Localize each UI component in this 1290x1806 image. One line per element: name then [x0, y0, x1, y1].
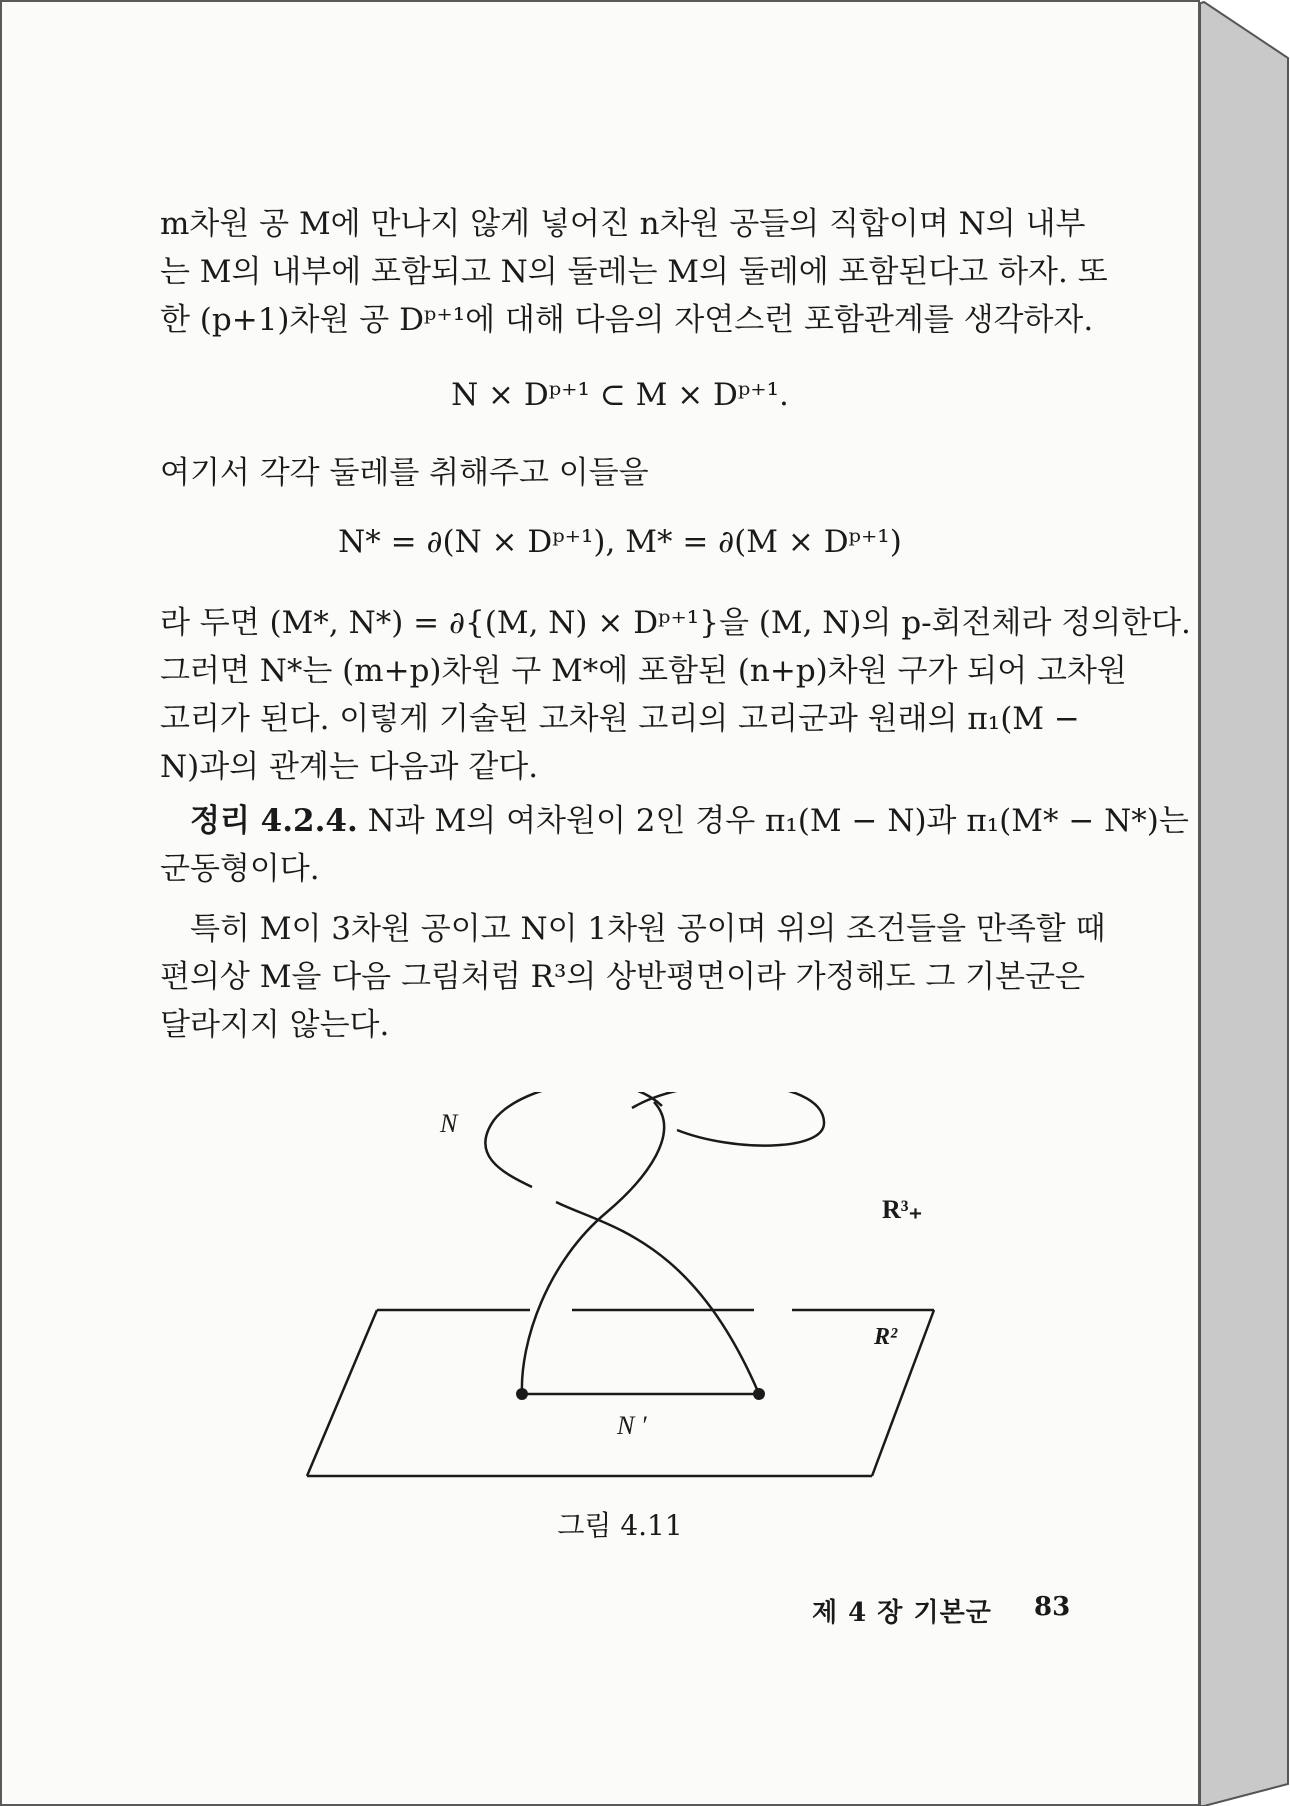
equation-boundary: N* = ∂(N × Dᵖ⁺¹), M* = ∂(M × Dᵖ⁺¹)	[338, 524, 902, 560]
figure-caption: 그림 4.11	[557, 1509, 683, 1542]
text-line: m차원 공 M에 만나지 않게 넣어진 n차원 공들의 직합이며 N의 내부	[160, 206, 1086, 242]
knot-figure	[262, 1092, 962, 1502]
label-r3-plus: R³₊	[882, 1195, 923, 1224]
theorem-label: 정리 4.2.4.	[190, 803, 358, 839]
paragraph-boundary: 여기서 각각 둘레를 취해주고 이들을	[160, 455, 649, 491]
plane-edge	[307, 1310, 377, 1476]
text-line: 편의상 M을 다음 그림처럼 R³의 상반평면이라 가정해도 그 기본군은	[160, 959, 1085, 995]
label-n-prime: N ′	[617, 1411, 647, 1440]
equation-inclusion: N × Dᵖ⁺¹ ⊂ M × Dᵖ⁺¹.	[451, 377, 789, 413]
running-head: 제 4 장 기본군	[812, 1598, 992, 1628]
theorem-block	[160, 797, 1189, 893]
text-line: 는 M의 내부에 포함되고 N의 둘레는 M의 둘레에 포함된다고 하자. 또	[160, 254, 1108, 290]
text-line: N)과의 관계는 다음과 같다.	[160, 749, 539, 785]
text-line: 라 두면 (M*, N*) = ∂{(M, N) × Dᵖ⁺¹}을 (M, N)의 p-회전체라 정의한다.	[160, 605, 1191, 641]
text-line: 군동형이다.	[160, 851, 320, 887]
text-line: 고리가 된다. 이렇게 기술된 고차원 고리의 고리군과 원래의 π₁(M −	[160, 701, 1080, 737]
paragraph-remark	[160, 905, 1106, 1049]
text-line: 특히 M이 3차원 공이고 N이 1차원 공이며 위의 조건들을 만족할 때	[190, 911, 1106, 947]
page-number: 83	[1034, 1592, 1071, 1622]
text-line: 달라지지 않는다.	[160, 1007, 390, 1043]
text-line: 그러면 N*는 (m+p)차원 구 M*에 포함된 (n+p)차원 구가 되어 고차원	[160, 653, 1127, 689]
theorem-text: N과 M의 여차원이 2인 경우 π₁(M − N)과 π₁(M* − N*)는	[357, 803, 1189, 839]
label-n: N	[440, 1109, 458, 1138]
knot-arc	[632, 1092, 824, 1146]
text-line: 한 (p+1)차원 공 Dᵖ⁺¹에 대해 다음의 자연스런 포함관계를 생각하자.	[160, 302, 1094, 338]
label-r2: R²	[874, 1324, 898, 1350]
knot-arc	[522, 1102, 664, 1394]
paragraph-intro	[160, 200, 1108, 344]
paragraph-spin-definition	[160, 599, 1191, 791]
